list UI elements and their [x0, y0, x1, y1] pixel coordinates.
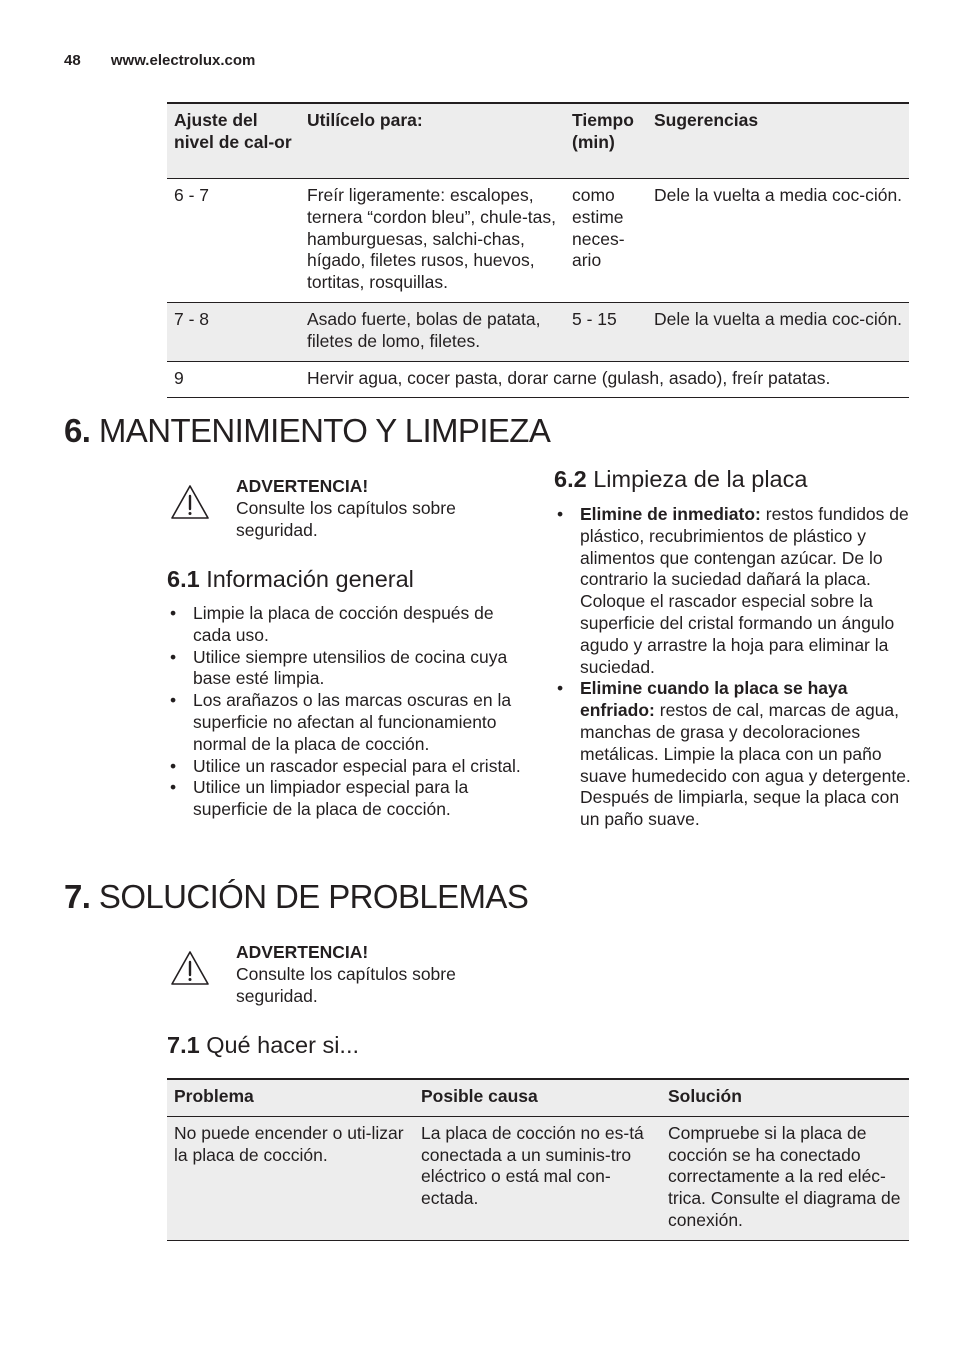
use-cell: Asado fuerte, bolas de patata, filetes de lomo, filetes. — [307, 308, 541, 351]
warning-box — [170, 476, 500, 541]
warning-box — [170, 942, 500, 1007]
section-title: MANTENIMIENTO Y LIMPIEZA — [98, 412, 551, 449]
section-number: 7. — [64, 878, 91, 915]
table-header-row — [167, 1079, 909, 1116]
troubleshooting-table — [167, 1078, 909, 1241]
column-header: Tiempo (min) — [572, 110, 634, 152]
page-header — [64, 50, 255, 72]
problem-cell: No puede encender o uti-lizar la placa de cocción. — [174, 1122, 404, 1165]
list-item: • Utilice un limpiador especial para la superficie de la placa de cocción. — [170, 777, 469, 820]
subsection-title: Qué hacer si... — [206, 1032, 360, 1058]
column-header: Solución — [668, 1086, 742, 1106]
solution-cell: Compruebe si la placa de cocción se ha conectado correctamente a la red eléc-trica. Consulte el diagrama de conexión. — [668, 1122, 901, 1230]
subsection-number: 7.1 — [167, 1032, 200, 1058]
table-row — [167, 179, 909, 303]
subsection-6-1-heading — [167, 565, 414, 593]
column-header: Ajuste del nivel de cal-or — [174, 110, 292, 152]
tip-cell: Dele la vuelta a media coc-ción. — [654, 185, 903, 205]
page-number: 48 — [64, 52, 81, 69]
list-item: • Elimine cuando la placa se haya enfriado: restos de cal, marcas de agua, manchas de grasa y decoloraciones metálicas. Limpie la placa con un paño suave humedecido con agua y detergente. Después de limpiarla, seque la placa con un paño suave. — [557, 678, 911, 830]
subsection-number: 6.1 — [167, 566, 200, 592]
section-6-heading — [64, 411, 550, 451]
section-number: 6. — [64, 412, 91, 449]
column-header: Posible causa — [421, 1086, 538, 1106]
heat-level-cell: 6 - 7 — [174, 185, 210, 205]
column-header: Sugerencias — [654, 110, 759, 130]
warning-text: Consulte los capítulos sobre seguridad. — [236, 963, 456, 1006]
table-row — [167, 1116, 909, 1240]
subsection-7-1-heading — [167, 1031, 359, 1059]
warning-text: Consulte los capítulos sobre seguridad. — [236, 497, 456, 540]
heat-level-table — [167, 102, 909, 398]
general-info-list — [167, 603, 527, 821]
table-row — [167, 361, 909, 398]
section-7-heading — [64, 877, 528, 917]
table-row — [167, 302, 909, 361]
warning-triangle-icon — [170, 484, 210, 520]
subsection-number: 6.2 — [554, 466, 587, 492]
subsection-title: Información general — [206, 566, 414, 592]
tip-cell: Dele la vuelta a media coc-ción. — [654, 308, 903, 329]
list-item: • Utilice un rascador especial para el cristal. — [170, 755, 521, 776]
warning-title: ADVERTENCIA! — [236, 476, 369, 496]
warning-title: ADVERTENCIA! — [236, 942, 369, 962]
time-cell: 5 - 15 — [572, 308, 617, 329]
use-cell: Freír ligeramente: escalopes, ternera “cordon bleu”, chule-tas, hamburguesas, salchi-chas, hígado, filetes rusos, huevos, tortitas, rosquillas. — [307, 185, 557, 293]
use-cell: Hervir agua, cocer pasta, dorar carne (gulash, asado), freír patatas. — [307, 367, 831, 388]
list-item: • Elimine de inmediato: restos fundidos de plástico, recubrimientos de plástico y alimentos que contengan azúcar. De lo contrario la suciedad dañará la placa. Coloque el rascador especial sobre la superficie del cristal formando un ángulo agudo y arrastre la hoja para eliminar la suciedad. — [557, 504, 909, 677]
list-item: • Limpie la placa de cocción después de cada uso. — [170, 603, 494, 645]
subsection-title: Limpieza de la placa — [593, 466, 808, 492]
table-header-row — [167, 103, 909, 179]
cause-cell: La placa de cocción no es-tá conectada a un suminis-tro eléctrico o está mal con-ectada. — [421, 1122, 644, 1209]
time-cell: como estime neces-ario — [572, 185, 625, 271]
website-link[interactable]: www.electrolux.com — [110, 52, 256, 69]
cleaning-list — [554, 504, 914, 831]
list-item: • Los arañazos o las marcas oscuras en la superficie no afectan al funcionamiento normal de la placa de cocción. — [170, 690, 512, 754]
column-header: Problema — [174, 1086, 254, 1106]
section-title: SOLUCIÓN DE PROBLEMAS — [98, 878, 529, 915]
heat-level-cell: 7 - 8 — [174, 308, 210, 329]
heat-level-cell: 9 — [174, 367, 184, 388]
subsection-6-2-heading — [554, 465, 807, 493]
column-header: Utilícelo para: — [307, 110, 423, 130]
list-item: • Utilice siempre utensilios de cocina cuya base esté limpia. — [170, 646, 508, 689]
warning-triangle-icon — [170, 950, 210, 986]
